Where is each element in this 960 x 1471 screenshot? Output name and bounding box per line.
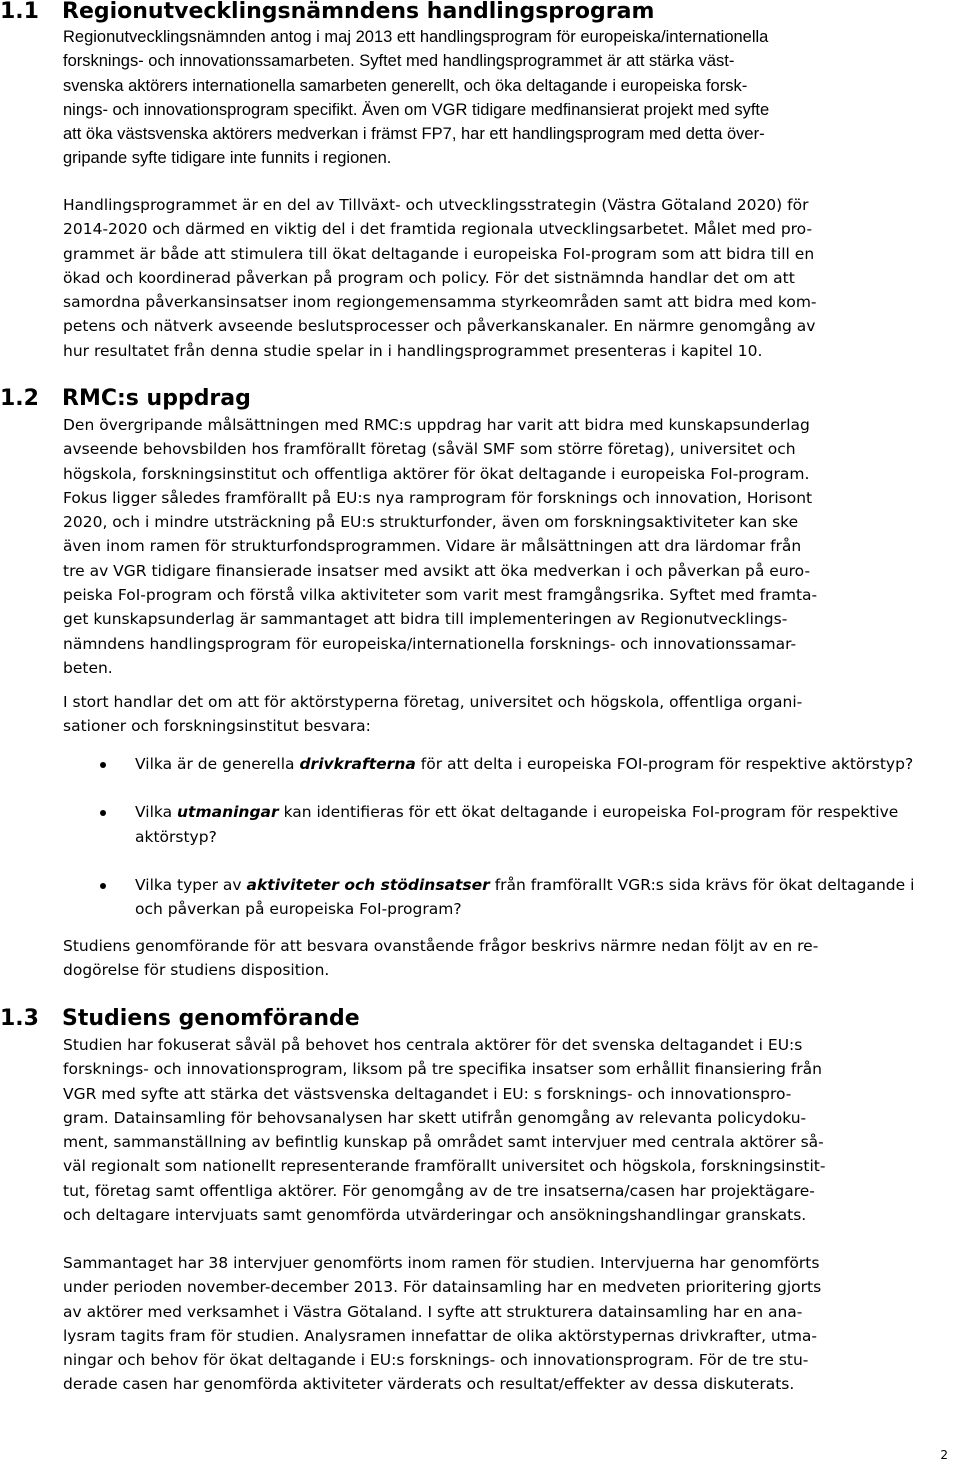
section-number: 1.2: [0, 386, 39, 411]
section-title: Regionutvecklingsnämndens handlingsprogram: [62, 0, 655, 24]
text-line: samordna påverkansinsatser inom regiongemensamma styrkeområden samt att bidra med kom-: [63, 293, 817, 312]
page-number: 2: [940, 1448, 948, 1462]
bullet-icon: [100, 762, 106, 768]
section-1-1-paragraph-1: [63, 25, 955, 171]
section-1-2-paragraph-3: [63, 934, 955, 983]
text-line: grammet är både att stimulera till ökat deltagande i europeiska FoI-program som att bidra till en: [63, 244, 815, 263]
text-line: get kunskapsunderlag är sammantaget att bidra till implementeringen av Regionutvecklings-: [63, 610, 788, 629]
list-item-text: Vilka: [135, 803, 178, 822]
text-line: nämndens handlingsprogram för europeiska/internationella forsknings- och innovationssamar-: [63, 634, 797, 653]
emphasized-term: aktiviteter och stödinsatser: [246, 875, 490, 894]
section-heading-1-3: [0, 1007, 360, 1031]
section-title: Studiens genomförande: [62, 1006, 360, 1031]
text-line: I stort handlar det om att för aktörstyperna företag, universitet och högskola, offentliga organi-: [63, 693, 803, 711]
list-item-text: Vilka typer av: [135, 875, 247, 894]
text-line: svenska aktörers internationella samarbeten generellt, och öka deltagande i europeiska forsk-: [63, 76, 748, 95]
section-number: 1.3: [0, 1006, 39, 1031]
section-title: RMC:s uppdrag: [62, 386, 251, 411]
text-line: gripande syfte tidigare inte funnits i regionen.: [63, 149, 392, 168]
emphasized-term: utmaningar: [177, 803, 279, 822]
section-1-3-paragraph-1: [63, 1033, 955, 1227]
text-line: lysram tagits fram för studien. Analysramen innefattar de olika aktörstypernas drivkrafter, utma-: [63, 1326, 818, 1345]
section-1-1-paragraph-2: [63, 193, 955, 363]
text-line: derade casen har genomförda aktiviteter värderats och resultat/effekter av dessa diskuterats.: [63, 1375, 795, 1394]
text-line: dogörelse för studiens disposition.: [63, 961, 330, 980]
bullet-icon: [100, 810, 106, 816]
text-line: väl regionalt som nationellt representerande framförallt universitet och högskola, forskningsinstit-: [63, 1157, 826, 1176]
text-line: även inom ramen för strukturfondsprogrammen. Vidare är målsättningen att dra lärdomar från: [63, 537, 802, 556]
list-item-text: från framförallt VGR:s sida krävs för ökat deltagande i och påverkan på europeiska FoI-program?: [135, 875, 915, 919]
section-1-2-paragraph-2: [63, 690, 955, 739]
text-line: peiska FoI-program och förstå vilka aktiviteter som varit mest framgångsrika. Syftet med framta-: [63, 586, 818, 605]
text-line: Studiens genomförande för att besvara ovanstående frågor beskrivs närmre nedan följt av en re-: [63, 937, 819, 955]
text-line: tut, företag samt offentliga aktörer. För genomgång av de tre insatserna/casen har projektägare-: [63, 1181, 815, 1200]
text-line: Fokus ligger således framförallt på EU:s nya ramprogram för forsknings och innovation, Horisont: [63, 488, 813, 507]
text-line: Regionutvecklingsnämnden antog i maj 2013 ett handlingsprogram för europeiska/internationella: [63, 28, 769, 46]
list-item: [0, 752, 945, 776]
list-item: [0, 800, 945, 849]
text-line: Den övergripande målsättningen med RMC:s uppdrag har varit att bidra med kunskapsunderlag: [63, 416, 810, 434]
section-heading-1-1: [0, 0, 654, 24]
section-1-2-paragraph-1: [63, 413, 955, 680]
text-line: hur resultatet från denna studie spelar in i handlingsprogrammet presenteras i kapitel 10.: [63, 341, 763, 360]
text-line: nings- och innovationsprogram specifikt. Även om VGR tidigare medfinansierat projekt med syfte: [63, 100, 770, 119]
bullet-icon: [100, 883, 106, 889]
text-line: och deltagare intervjuats samt genomförda utvärderingar och ansökningshandlingar granskats.: [63, 1206, 807, 1225]
text-line: forsknings- och innovationssamarbeten. Syftet med handlingsprogrammet är att stärka väst-: [63, 52, 735, 71]
text-line: gram. Datainsamling för behovsanalysen har skett utifrån genomgång av relevanta policydoku-: [63, 1108, 807, 1127]
text-line: ment, sammanställning av befintlig kunskap på området samt intervjuer med centrala aktörer så-: [63, 1133, 824, 1152]
emphasized-term: drivkrafterna: [299, 755, 416, 773]
text-line: av aktörer med verksamhet i Västra Götaland. I syfte att strukturera datainsamling har en ana-: [63, 1302, 803, 1321]
text-line: att öka västsvenska aktörers medverkan i främst FP7, har ett handlingsprogram med detta över-: [63, 125, 765, 144]
text-line: tre av VGR tidigare finansierade insatser med avsikt att öka medverkan i och påverkan på euro-: [63, 561, 811, 580]
section-1-3-paragraph-2: [63, 1251, 955, 1397]
text-line: avseende behovsbilden hos framförallt företag (såväl SMF som större företag), universitet och: [63, 440, 796, 459]
text-line: Sammantaget har 38 intervjuer genomförts inom ramen för studien. Intervjuerna har genomförts: [63, 1254, 820, 1272]
text-line: högskola, forskningsinstitut och offentliga aktörer för ökat deltagande i europeiska FoI-program.: [63, 464, 810, 483]
text-line: under perioden november-december 2013. För datainsamling har en medveten prioritering gjorts: [63, 1278, 822, 1297]
list-item-text: för att delta i europeiska FOI-program för respektive aktörstyp?: [415, 755, 914, 773]
text-line: Handlingsprogrammet är en del av Tillväxt- och utvecklingsstrategin (Västra Götaland 2020) för: [63, 196, 809, 214]
text-line: VGR med syfte att stärka det västsvenska deltagandet i EU: s forsknings- och innovationspro-: [63, 1084, 792, 1103]
text-line: 2014-2020 och därmed en viktig del i det framtida regionala utvecklingsarbetet. Målet med pro-: [63, 220, 813, 239]
section-number: 1.1: [0, 0, 39, 24]
text-line: forsknings- och innovationsprogram, liksom på tre specifika insatser som erhållit finansiering från: [63, 1060, 822, 1079]
section-heading-1-2: [0, 387, 251, 411]
text-line: petens och nätverk avseende beslutsprocesser och påverkanskanaler. En närmre genomgång av: [63, 317, 816, 336]
text-line: beten.: [63, 658, 113, 677]
list-item-text: Vilka är de generella: [135, 755, 300, 773]
list-item-text: kan identifieras för ett ökat deltagande i europeiska FoI-program för respektive aktörstyp?: [135, 803, 899, 846]
text-line: sationer och forskningsinstitut besvara:: [63, 717, 371, 736]
list-item: [0, 873, 945, 922]
text-line: ökad och koordinerad påverkan på program och policy. För det sistnämnda handlar det om att: [63, 268, 795, 287]
text-line: Studien har fokuserat såväl på behovet hos centrala aktörer för det svenska deltagandet i EU:s: [63, 1036, 803, 1054]
question-list: [0, 752, 960, 945]
text-line: 2020, och i mindre utsträckning på EU:s strukturfonder, även om forskningsaktiviteter kan ske: [63, 513, 799, 532]
text-line: ningar och behov för ökat deltagande i EU:s forsknings- och innovationsprogram. För de tre stu-: [63, 1351, 809, 1370]
